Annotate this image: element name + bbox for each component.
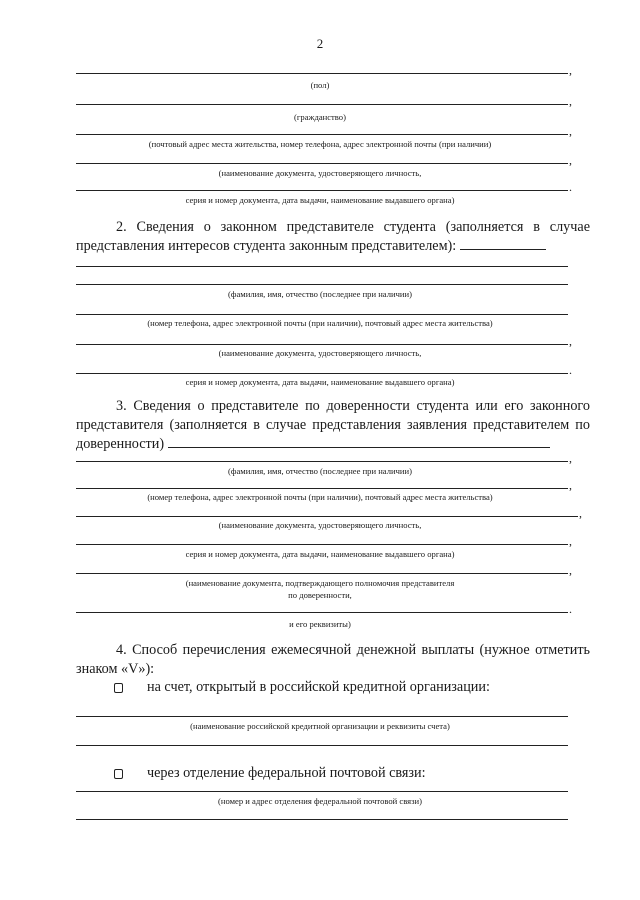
proxy-name-field[interactable]: [76, 461, 568, 462]
caption-proxy-id-document: (наименование документа, удостоверяющего личность,: [218, 520, 422, 530]
id-document-details-field[interactable]: [76, 190, 568, 191]
caption-legal-rep-name: (фамилия, имя, отчество (последнее при наличии): [228, 289, 412, 299]
section3-heading-text: 3. Сведения о представителе по доверенности студента или его законного представителя (заполняется в случае представления заявления представителем по доверенности): [76, 398, 590, 452]
caption-address-contacts: (почтовый адрес места жительства, номер телефона, адрес электронной почты (при наличии): [148, 139, 492, 149]
comma: ,: [569, 63, 572, 77]
period: .: [569, 363, 572, 377]
comma: ,: [579, 506, 582, 520]
post-option-label: через отделение федеральной почтовой связи:: [147, 765, 426, 781]
section3-heading: [76, 397, 590, 454]
bank-option-label: на счет, открытый в российской кредитной организации:: [147, 679, 490, 695]
legal-rep-contacts-field[interactable]: [76, 314, 568, 315]
caption-legal-rep-contacts: (номер телефона, адрес электронной почты (при наличии), почтовый адрес места жительства): [147, 318, 493, 328]
comma: ,: [569, 94, 572, 108]
caption-proxy-authority-document: (наименование документа, подтверждающего полномочия представителя: [185, 578, 455, 588]
proxy-id-details-field[interactable]: [76, 544, 568, 545]
bank-checkbox[interactable]: [114, 683, 123, 693]
caption-legal-rep-id-document: (наименование документа, удостоверяющего личность,: [218, 348, 422, 358]
section4-heading: 4. Способ перечисления ежемесячной денежной выплаты (нужное отметить знаком «V»):: [76, 642, 590, 677]
proxy-id-document-field[interactable]: [76, 516, 578, 517]
comma: ,: [569, 451, 572, 465]
comma: ,: [569, 478, 572, 492]
proxy-contacts-field[interactable]: [76, 488, 568, 489]
proxy-authority-details-field[interactable]: [76, 612, 568, 613]
caption-id-document-details: серия и номер документа, дата выдачи, наименование выдавшего органа): [185, 195, 455, 205]
comma: ,: [569, 334, 572, 348]
bank-details-extra-field[interactable]: [76, 745, 568, 746]
comma: ,: [569, 534, 572, 548]
bank-details-field[interactable]: [76, 716, 568, 717]
caption-proxy-authority-document-cont: по доверенности,: [288, 590, 352, 600]
caption-citizenship: (гражданство): [294, 112, 346, 122]
post-checkbox[interactable]: [114, 769, 123, 779]
citizenship-field[interactable]: [76, 104, 568, 105]
caption-proxy-name: (фамилия, имя, отчество (последнее при наличии): [228, 466, 412, 476]
caption-sex: (пол): [310, 80, 330, 90]
address-contacts-field[interactable]: [76, 134, 568, 135]
legal-rep-extra-field[interactable]: [76, 266, 568, 267]
post-office-field[interactable]: [76, 791, 568, 792]
sex-field[interactable]: [76, 73, 568, 74]
caption-proxy-id-details: серия и номер документа, дата выдачи, наименование выдавшего органа): [185, 549, 455, 559]
comma: ,: [569, 563, 572, 577]
payment-option-post[interactable]: [114, 764, 426, 782]
post-office-extra-field[interactable]: [76, 819, 568, 820]
caption-bank-details: (наименование российской кредитной организации и реквизиты счета): [190, 721, 450, 731]
comma: ,: [569, 153, 572, 167]
proxy-inline-field[interactable]: [168, 437, 550, 448]
comma: ,: [569, 124, 572, 138]
period: .: [569, 180, 572, 194]
page-number: 2: [316, 36, 324, 51]
legal-rep-id-document-field[interactable]: [76, 344, 568, 345]
caption-post-office: (номер и адрес отделения федеральной почтовой связи): [218, 796, 422, 806]
caption-legal-rep-id-details: серия и номер документа, дата выдачи, наименование выдавшего органа): [185, 377, 455, 387]
proxy-authority-document-field[interactable]: [76, 573, 568, 574]
legal-rep-inline-field[interactable]: [460, 239, 546, 250]
section2-heading-text: 2. Сведения о законном представителе студента (заполняется в случае представления интересов студента законным представителем):: [76, 219, 590, 254]
period: .: [569, 602, 572, 616]
legal-rep-name-field[interactable]: [76, 284, 568, 285]
id-document-field[interactable]: [76, 163, 568, 164]
caption-proxy-authority-details: и его реквизиты): [289, 619, 351, 629]
payment-option-bank[interactable]: [114, 678, 490, 696]
section2-heading: [76, 218, 590, 256]
caption-id-document: (наименование документа, удостоверяющего личность,: [218, 168, 422, 178]
legal-rep-id-details-field[interactable]: [76, 373, 568, 374]
caption-proxy-contacts: (номер телефона, адрес электронной почты (при наличии), почтовый адрес места жительства): [147, 492, 493, 502]
